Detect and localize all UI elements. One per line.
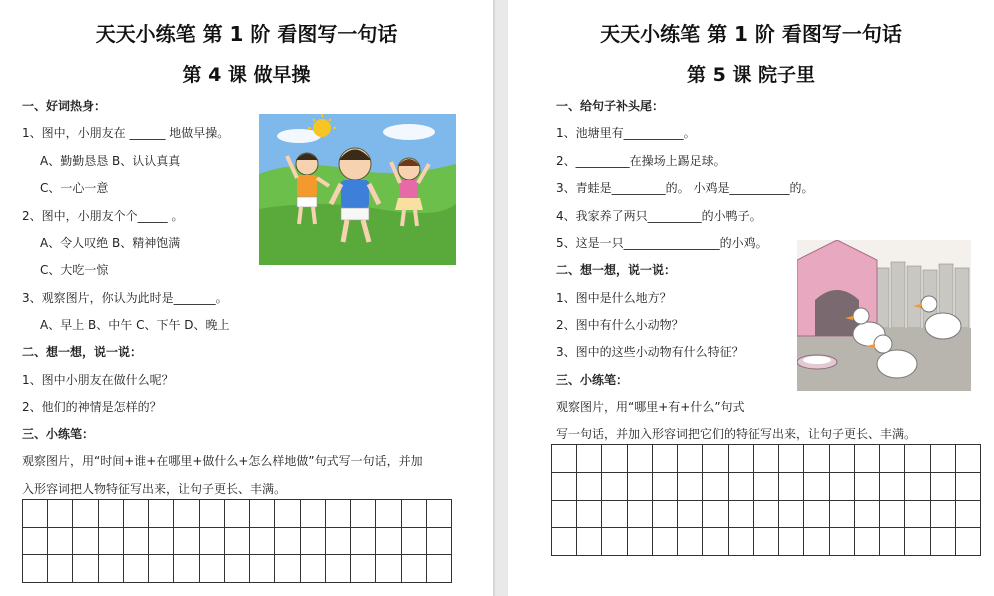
- section-heading: 一、好词热身：: [22, 99, 107, 113]
- worksheet-page-right: [508, 0, 994, 596]
- writing-grid: [551, 444, 981, 556]
- question: 4、我家养了两只_________的小鸭子。: [556, 209, 762, 223]
- page-title: 天天小练笔 第 1 阶 看图写一句话: [600, 22, 902, 46]
- instruction: 观察图片，用“哪里+有+什么”句式: [556, 400, 745, 414]
- section-heading: 一、给句子补头尾：: [556, 99, 665, 113]
- question: 5、这是一只________________的小鸡。: [556, 236, 768, 250]
- children-exercising-illustration: [259, 114, 456, 265]
- answer-options: A、令人叹绝 B、精神饱满: [40, 236, 181, 250]
- question: 3、青蛙是_________的。 小鸡是__________的。: [556, 181, 814, 195]
- question: 2、他们的神情是怎样的？: [22, 400, 162, 414]
- instruction: 写一句话，并加入形容词把它们的特征写出来，让句子更长、丰满。: [556, 427, 917, 441]
- section-heading: 三、小练笔：: [22, 427, 95, 441]
- answer-options: A、早上 B、中午 C、下午 D、晚上: [40, 318, 230, 332]
- question: 2、_________在操场上踢足球。: [556, 154, 726, 168]
- section-heading: 二、想一想，说一说：: [556, 263, 677, 277]
- question: 2、图中有什么小动物？: [556, 318, 684, 332]
- page-title: 天天小练笔 第 1 阶 看图写一句话: [95, 22, 398, 46]
- question: 1、图中是什么地方？: [556, 291, 672, 305]
- instruction: 观察图片，用“时间+谁+在哪里+做什么+怎么样地做”句式写一句话，并加: [22, 454, 423, 468]
- question: 1、池塘里有__________。: [556, 126, 696, 140]
- answer-options: A、勤勤恳恳 B、认认真真: [40, 154, 181, 168]
- question: 3、图中的这些小动物有什么特征？: [556, 345, 744, 359]
- question: 2、图中，小朋友个个_____ 。: [22, 209, 184, 223]
- worksheet-page-left: [0, 0, 493, 596]
- instruction: 入形容词把人物特征写出来，让句子更长、丰满。: [22, 482, 287, 496]
- section-heading: 二、想一想，说一说：: [22, 345, 143, 359]
- page-gap: [493, 0, 508, 596]
- lesson-title: 第 4 课 做早操: [182, 64, 311, 86]
- section-heading: 三、小练笔：: [556, 373, 629, 387]
- question: 3、观察图片，你认为此时是_______。: [22, 291, 228, 305]
- question: 1、图中小朋友在做什么呢？: [22, 373, 174, 387]
- question: 1、图中，小朋友在 ______ 地做早操。: [22, 126, 230, 140]
- duck-yard-illustration: [797, 240, 971, 391]
- lesson-title: 第 5 课 院子里: [686, 64, 816, 86]
- writing-grid: [22, 499, 452, 583]
- answer-options: C、大吃一惊: [40, 263, 109, 277]
- answer-options: C、一心一意: [40, 181, 109, 195]
